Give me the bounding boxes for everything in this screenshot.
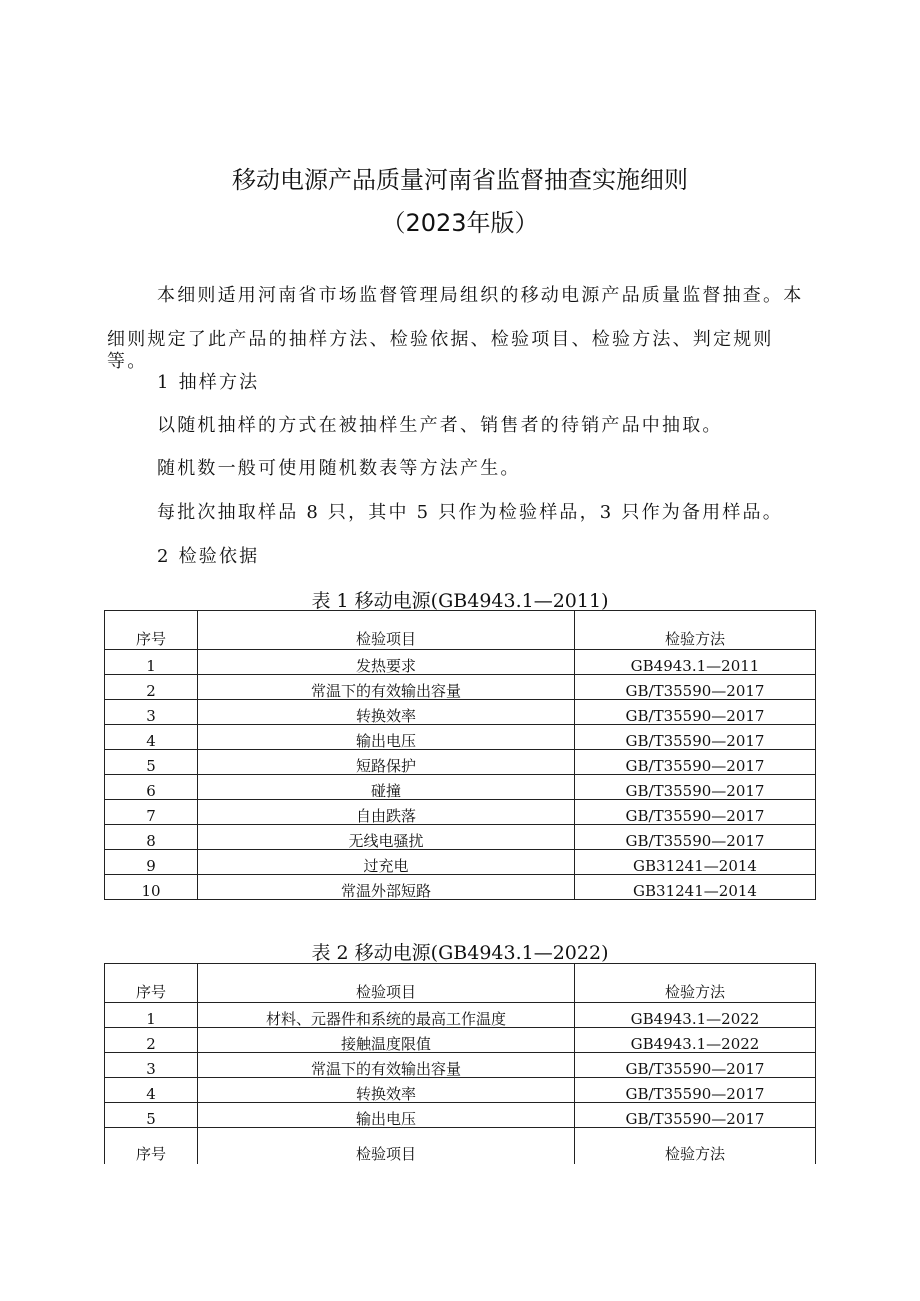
cell-item: 自由跌落 <box>198 800 575 825</box>
cell-seq: 6 <box>105 775 198 800</box>
cell-method: GB31241—2014 <box>575 850 816 875</box>
cell-seq: 5 <box>105 1103 198 1128</box>
cell-item: 短路保护 <box>198 750 575 775</box>
cell-seq: 9 <box>105 850 198 875</box>
cell-method: GB4943.1—2011 <box>575 650 816 675</box>
header-item: 检验项目 <box>198 1128 575 1165</box>
cell-item: 材料、元器件和系统的最高工作温度 <box>198 1003 575 1028</box>
header-item: 检验项目 <box>198 611 575 650</box>
cell-item: 过充电 <box>198 850 575 875</box>
sampling-paragraph-3: 每批次抽取样品 8 只，其中 5 只作为检验样品，3 只作为备用样品。 <box>157 502 783 523</box>
cell-method: GB/T35590—2017 <box>575 1053 816 1078</box>
header-item: 检验项目 <box>198 964 575 1003</box>
sampling-paragraph-1: 以随机抽样的方式在被抽样生产者、销售者的待销产品中抽取。 <box>157 415 723 436</box>
cell-item: 输出电压 <box>198 1103 575 1128</box>
cell-item: 常温外部短路 <box>198 875 575 900</box>
cell-seq: 10 <box>105 875 198 900</box>
cell-method: GB/T35590—2017 <box>575 800 816 825</box>
cell-seq: 2 <box>105 1028 198 1053</box>
section-heading-basis: 2 检验依据 <box>157 546 260 567</box>
table-row <box>105 875 816 900</box>
cell-item: 无线电骚扰 <box>198 825 575 850</box>
table-row <box>105 1053 816 1078</box>
document-edition: （2023年版） <box>381 209 539 237</box>
table-row <box>105 700 816 725</box>
intro-line-2: 细则规定了此产品的抽样方法、检验依据、检验项目、检验方法、判定规则等。 <box>107 329 774 372</box>
table-2 <box>104 963 816 1164</box>
cell-method: GB31241—2014 <box>575 875 816 900</box>
cell-seq: 1 <box>105 1003 198 1028</box>
table-row <box>105 750 816 775</box>
table-row <box>105 1078 816 1103</box>
cell-seq: 8 <box>105 825 198 850</box>
cell-seq: 3 <box>105 700 198 725</box>
header-seq: 序号 <box>105 964 198 1003</box>
cell-item: 接触温度限值 <box>198 1028 575 1053</box>
table-row <box>105 1003 816 1028</box>
header-method: 检验方法 <box>575 964 816 1003</box>
table-row <box>105 650 816 675</box>
table-row <box>105 775 816 800</box>
cell-item: 输出电压 <box>198 725 575 750</box>
table-header-row <box>105 611 816 650</box>
intro-line-1: 本细则适用河南省市场监督管理局组织的移动电源产品质量监督抽查。本 <box>157 285 804 306</box>
table-row <box>105 725 816 750</box>
table-row <box>105 800 816 825</box>
cell-method: GB/T35590—2017 <box>575 700 816 725</box>
cell-seq: 7 <box>105 800 198 825</box>
sampling-paragraph-2: 随机数一般可使用随机数表等方法产生。 <box>157 458 521 479</box>
cell-seq: 3 <box>105 1053 198 1078</box>
header-method: 检验方法 <box>575 1128 816 1165</box>
cell-method: GB/T35590—2017 <box>575 675 816 700</box>
header-method: 检验方法 <box>575 611 816 650</box>
header-seq: 序号 <box>105 611 198 650</box>
cell-method: GB/T35590—2017 <box>575 750 816 775</box>
table-header-row <box>105 964 816 1003</box>
cell-item: 常温下的有效输出容量 <box>198 1053 575 1078</box>
cell-method: GB4943.1—2022 <box>575 1028 816 1053</box>
table-row <box>105 1103 816 1128</box>
table-header-row-continued <box>105 1128 816 1165</box>
cell-item: 碰撞 <box>198 775 575 800</box>
document-title: 移动电源产品质量河南省监督抽查实施细则 <box>232 166 688 194</box>
table-row <box>105 1028 816 1053</box>
cell-method: GB/T35590—2017 <box>575 725 816 750</box>
cell-method: GB/T35590—2017 <box>575 1078 816 1103</box>
cell-seq: 1 <box>105 650 198 675</box>
table-1-caption: 表 1 移动电源(GB4943.1—2011) <box>311 590 609 612</box>
table-1 <box>104 610 816 900</box>
cell-seq: 4 <box>105 725 198 750</box>
cell-method: GB/T35590—2017 <box>575 825 816 850</box>
cell-item: 常温下的有效输出容量 <box>198 675 575 700</box>
table-row <box>105 825 816 850</box>
cell-item: 转换效率 <box>198 700 575 725</box>
cell-seq: 4 <box>105 1078 198 1103</box>
table-row <box>105 675 816 700</box>
cell-method: GB/T35590—2017 <box>575 775 816 800</box>
header-seq: 序号 <box>105 1128 198 1165</box>
section-heading-sampling: 1 抽样方法 <box>157 372 260 393</box>
cell-method: GB4943.1—2022 <box>575 1003 816 1028</box>
cell-method: GB/T35590—2017 <box>575 1103 816 1128</box>
cell-item: 发热要求 <box>198 650 575 675</box>
table-2-caption: 表 2 移动电源(GB4943.1—2022) <box>311 942 609 964</box>
table-row <box>105 850 816 875</box>
cell-item: 转换效率 <box>198 1078 575 1103</box>
cell-seq: 5 <box>105 750 198 775</box>
cell-seq: 2 <box>105 675 198 700</box>
